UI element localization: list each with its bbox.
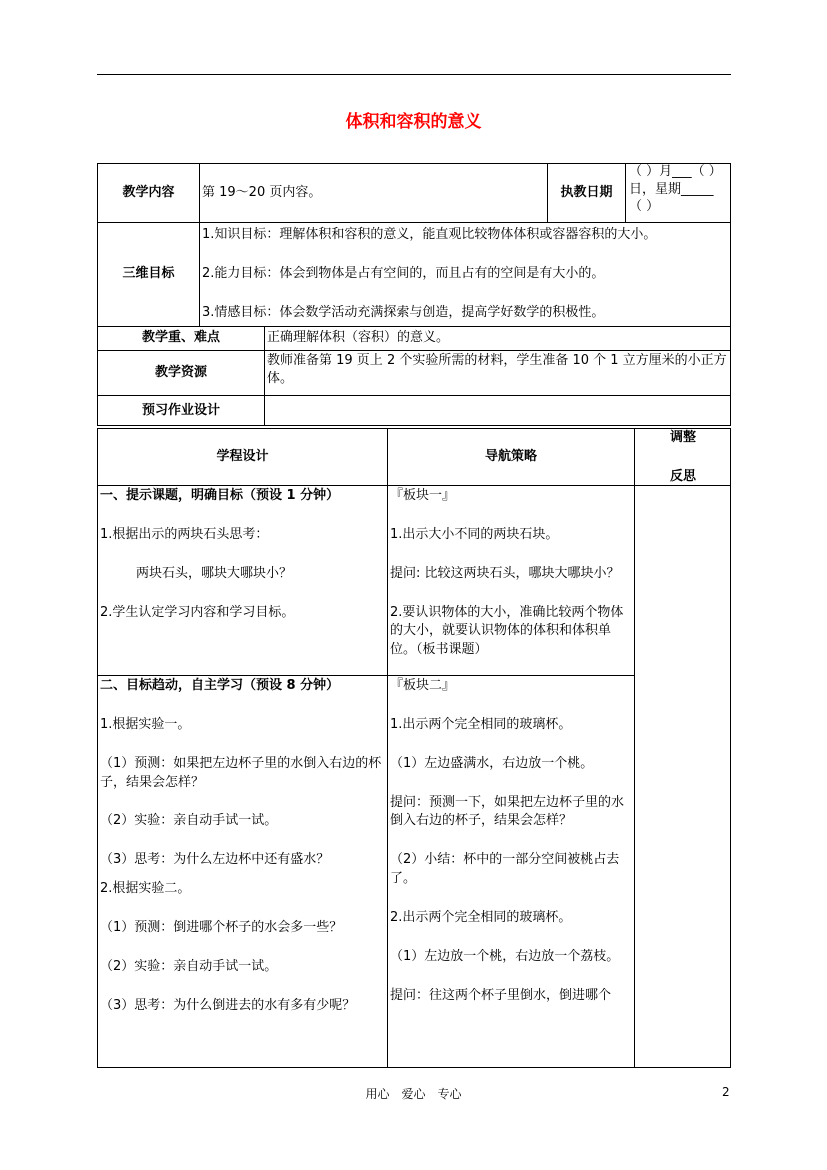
teaching-content-text: 第 19～20 页内容。 bbox=[202, 184, 322, 200]
navigation-strategy-header: 导航策略 bbox=[484, 448, 537, 464]
section-1-strategy-2: 提问: 比较这两块石头，哪块大哪块小？ bbox=[390, 565, 620, 581]
resources-label: 教学资源 bbox=[154, 364, 207, 380]
key-points-value: 正确理解体积（容积）的意义。 bbox=[267, 330, 450, 345]
section-2-strategy-4: （2）小结：杯中的一部分空间被桃占去了。 bbox=[390, 852, 620, 887]
section-2-block-title: 『板块二』 bbox=[390, 678, 456, 693]
objective-ability: 2.能力目标：体会到物体是占有空间的，而且占有的空间是有大小的。 bbox=[202, 265, 605, 281]
section-2-item-8: （3）思考：为什么倒进去的水有多有少呢？ bbox=[100, 997, 356, 1013]
teaching-content-label: 教学内容 bbox=[122, 184, 175, 200]
teaching-content-value bbox=[200, 164, 547, 222]
section-2-learning bbox=[98, 676, 387, 1068]
section-1-strategy bbox=[388, 486, 634, 675]
adjust-reflect-header bbox=[635, 428, 731, 485]
preview-homework-label: 预习作业设计 bbox=[141, 402, 220, 418]
section-2-strategy bbox=[388, 676, 634, 1068]
section-2-item-1: 1.根据实验一。 bbox=[100, 716, 191, 732]
reflect-label: 反思 bbox=[669, 468, 696, 484]
date-value bbox=[626, 162, 731, 222]
date-label: 执教日期 bbox=[560, 184, 613, 200]
objectives-label: 三维目标 bbox=[122, 266, 175, 282]
section-1-item-1: 1.根据出示的两块石头思考： bbox=[100, 526, 269, 542]
section-1-title: 一、提示课题，明确目标（预设 1 分钟） bbox=[100, 488, 340, 503]
objective-knowledge: 1.知识目标：理解体积和容积的意义，能直观比较物体体积或容器容积的大小。 bbox=[202, 227, 657, 242]
section-2-item-6: （1）预测：倒进哪个杯子的水会多一些？ bbox=[100, 919, 343, 935]
page-number: 2 bbox=[722, 1085, 730, 1099]
section-1-strategy-3: 2.要认识物体的大小，准确比较两个物体的大小，就要认识物体的体积和体积单位。（板书课题） bbox=[390, 604, 624, 658]
adjust-reflect-body bbox=[635, 486, 731, 1068]
key-points-label: 教学重、难点 bbox=[141, 330, 220, 346]
adjust-label: 调整 bbox=[669, 430, 696, 445]
footer-motto: 用心 爱心 专心 bbox=[365, 1087, 462, 1101]
section-1-learning bbox=[98, 486, 387, 675]
section-1-item-2: 两块石头，哪块大哪块小？ bbox=[136, 565, 293, 581]
section-1-block-title: 『板块一』 bbox=[390, 488, 456, 503]
page-title: 体积和容积的意义 bbox=[345, 112, 482, 132]
preview-homework-value bbox=[265, 396, 731, 426]
date-line-2: 日，星期_____ bbox=[629, 181, 714, 197]
section-2-strategy-5: 2.出示两个完全相同的玻璃杯。 bbox=[390, 909, 572, 925]
section-2-item-3: （2）实验：亲自动手试一试。 bbox=[100, 813, 278, 829]
section-2-item-2: （1）预测：如果把左边杯子里的水倒入右边的杯子，结果会怎样？ bbox=[100, 755, 382, 790]
objectives-value bbox=[200, 225, 731, 326]
date-line-3: （ ） bbox=[629, 199, 660, 215]
section-2-strategy-6: （1）左边放一个桃，右边放一个荔枝。 bbox=[390, 948, 620, 964]
header-rule bbox=[97, 74, 731, 75]
section-2-strategy-3: 提问：预测一下，如果把左边杯子里的水倒入右边的杯子，结果会怎样？ bbox=[390, 794, 625, 829]
learning-design-header: 学程设计 bbox=[216, 448, 269, 464]
section-2-title: 二、目标趋动，自主学习（预设 8 分钟） bbox=[100, 678, 340, 693]
section-2-item-4: （3）思考：为什么左边杯中还有盛水？ bbox=[100, 852, 330, 868]
section-2-strategy-7: 提问：往这两个杯子里倒水，倒进哪个 bbox=[390, 987, 612, 1003]
section-2-strategy-1: 1.出示两个完全相同的玻璃杯。 bbox=[390, 716, 572, 732]
resources-value: 教师准备第 19 页上 2 个实验所需的材料，学生准备 10 个 1 立方厘米的小正方体。 bbox=[267, 353, 727, 387]
section-1-strategy-1: 1.出示大小不同的两块石块。 bbox=[390, 526, 559, 542]
objective-emotion: 3.情感目标：体会数学活动充满探索与创造，提高学好数学的积极性。 bbox=[202, 304, 605, 320]
section-1-item-3: 2.学生认定学习内容和学习目标。 bbox=[100, 604, 295, 620]
section-2-item-5: 2.根据实验二。 bbox=[100, 881, 191, 897]
date-line-1: （ ）月___（ ） bbox=[629, 164, 722, 179]
section-2-item-7: （2）实验：亲自动手试一试。 bbox=[100, 958, 278, 974]
section-2-strategy-2: （1）左边盛满水，右边放一个桃。 bbox=[390, 755, 594, 771]
